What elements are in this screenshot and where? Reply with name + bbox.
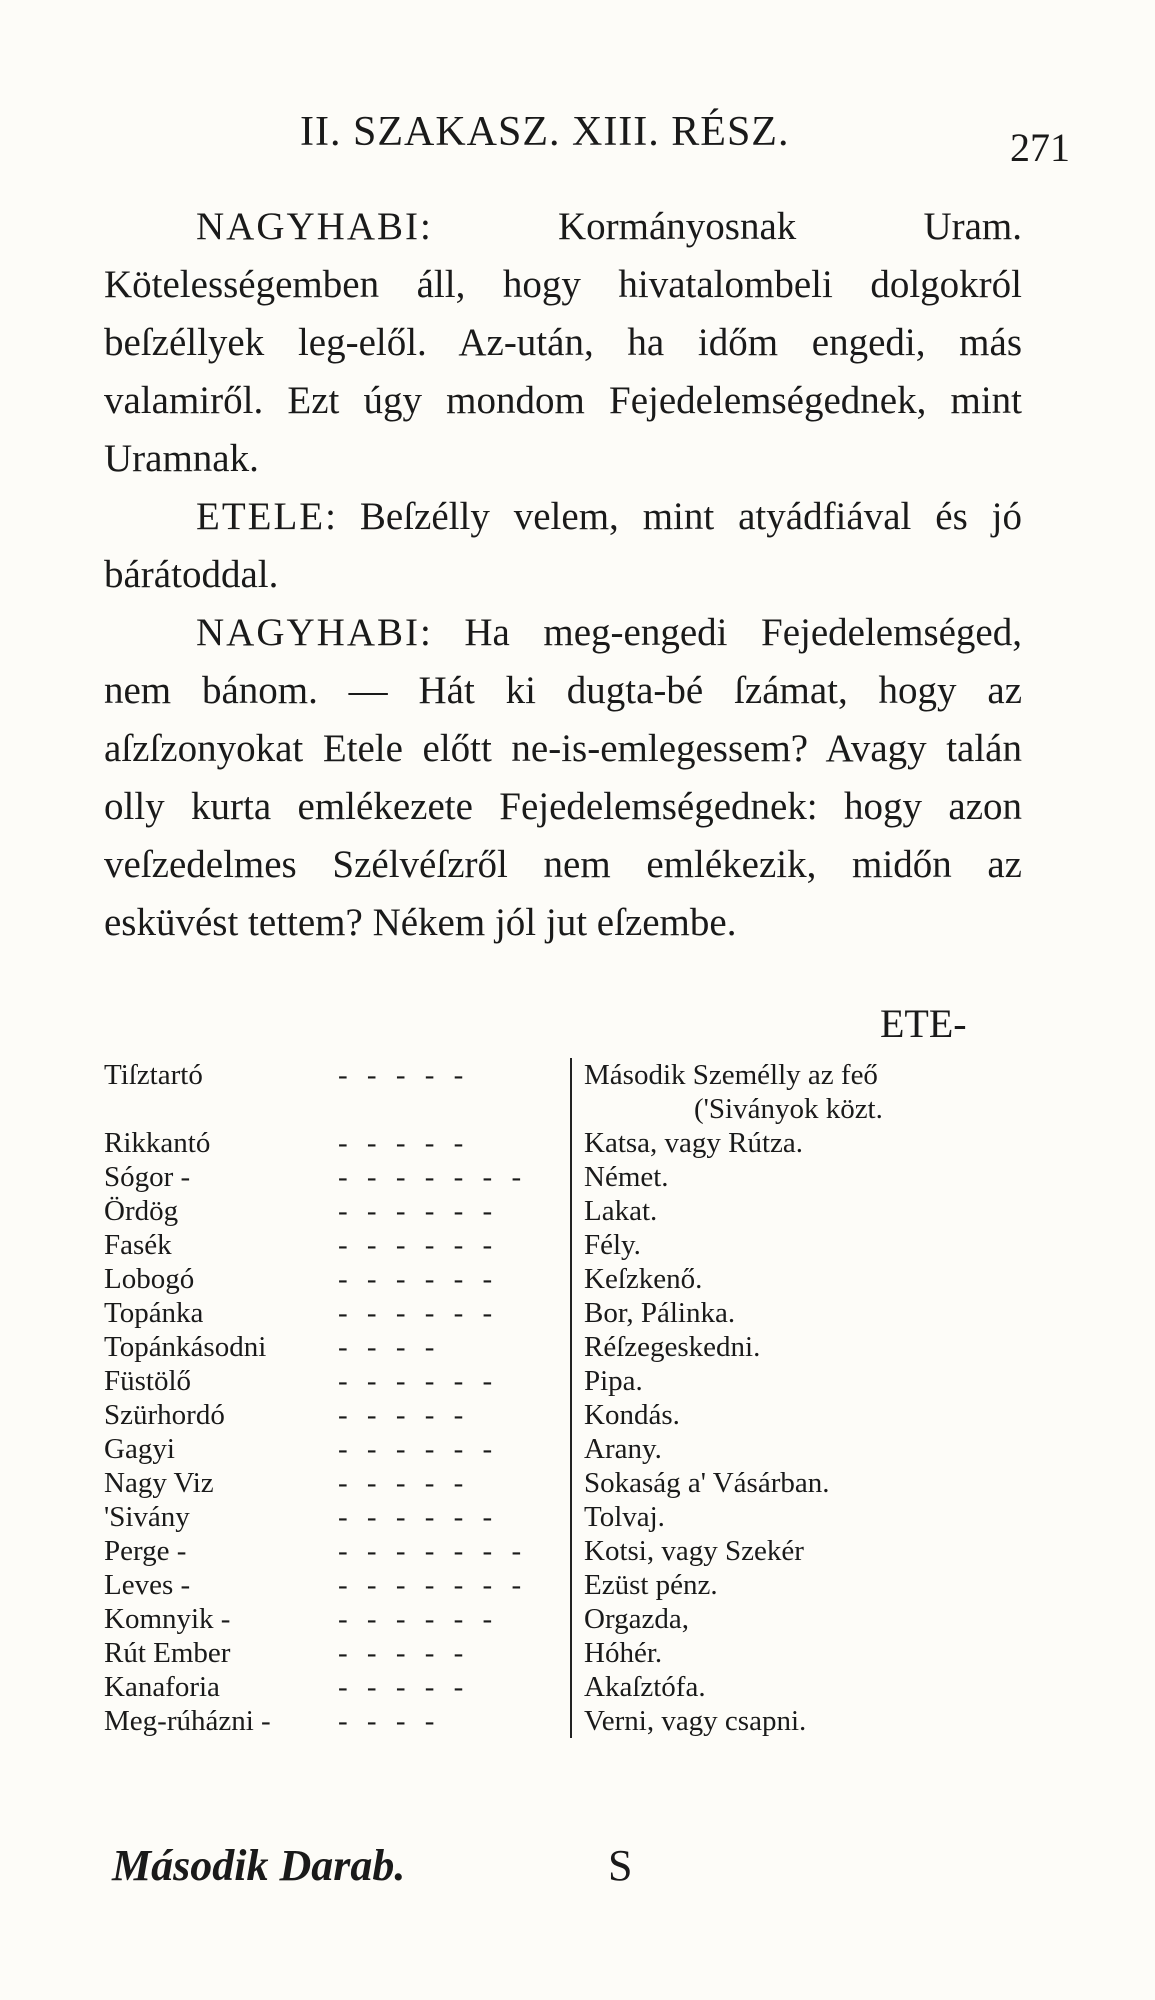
glossary-row [104,1500,1022,1534]
leader-dashes: - - - - - [338,1467,470,1499]
glossary-definition: Keſzkenő. [570,1262,1022,1296]
glossary-table [104,1058,1022,1738]
leader-dashes: - - - - - - [338,1365,499,1397]
glossary-definition: Ezüst pénz. [570,1568,1022,1602]
page-number: 271 [1010,125,1070,170]
glossary-definition: Fély. [570,1228,1022,1262]
glossary-row [104,1228,1022,1262]
leader-dashes: - - - - - - - [338,1161,528,1193]
leader-dashes: - - - - [338,1331,441,1363]
glossary-row [104,1398,1022,1432]
glossary-row [104,1058,1022,1126]
leader-dashes: - - - - - - [338,1603,499,1635]
glossary-term: Kanaforia [104,1671,220,1703]
speaker-name: ETELE [196,495,326,538]
glossary-row [104,1160,1022,1194]
glossary-term: Sógor - [104,1161,191,1193]
glossary-definition: Lakat. [570,1194,1022,1228]
glossary-term: Meg-rúházni - [104,1705,271,1737]
glossary-term: Nagy Viz [104,1467,214,1499]
speech-text: : Beſzélly velem, mint atyádfiával és jó bárátoddal. [104,495,1022,596]
glossary-definition: Német. [570,1160,1022,1194]
dialogue-paragraph-1 [104,198,1022,488]
dialogue-paragraph-2 [104,488,1022,604]
leader-dashes: - - - - [338,1705,441,1737]
glossary-term: 'Sivány [104,1501,190,1533]
dialogue-text [104,198,1022,952]
glossary-term: Gagyi [104,1433,175,1465]
leader-dashes: - - - - - - [338,1263,499,1295]
glossary-term: Ördög [104,1195,179,1227]
speech-text: : Kormányosnak Uram. Kötelességemben áll, hogy hivatalombeli dolgokról beſzéllyek leg-elől. Az-után, ha időm engedi, más valamiről. Ezt úgy mondom Fejedelemségednek, mint Uramnak. [104,205,1022,480]
glossary-row [104,1126,1022,1160]
dialogue-paragraph-3 [104,604,1022,952]
glossary-definition: Katsa, vagy Rútza. [570,1126,1022,1160]
glossary-definition: Tolvaj. [570,1500,1022,1534]
running-header: II. SZAKASZ. XIII. RÉSZ. [300,109,790,155]
glossary-term: Topánkásodni [104,1331,267,1363]
glossary-term: Szürhordó [104,1399,225,1431]
glossary-row [104,1262,1022,1296]
glossary-row [104,1704,1022,1738]
glossary-term: Lobogó [104,1263,195,1295]
glossary-definition: Réſzegeskedni. [570,1330,1022,1364]
glossary-term: Füstölő [104,1365,192,1397]
glossary-definition: Arany. [570,1432,1022,1466]
glossary-row [104,1364,1022,1398]
glossary-term: Komnyik - [104,1603,231,1635]
glossary-definition: Kondás. [570,1398,1022,1432]
speaker-name: NAGYHABI [196,611,420,654]
leader-dashes: - - - - - [338,1671,470,1703]
glossary-term: Fasék [104,1229,172,1261]
signature-mark: Második Darab. [112,1841,406,1890]
signature-letter: S [608,1841,633,1890]
glossary-term: Leves - [104,1569,191,1601]
leader-dashes: - - - - - - [338,1195,499,1227]
speech-text: : Ha meg-engedi Fejedelemséged, nem bánom. — Hát ki dugta-bé ſzámat, hogy az aſzſzonyokat Etele előtt ne-is-emlegessem? Avagy talán olly kurta emlékezete Fejedelemségednek: hogy azon veſzedelmes Szélvéſzről nem emlékezik, midőn az esküvést tettem? Nékem jól jut eſzembe. [104,611,1022,944]
glossary-definition: Verni, vagy csapni. [570,1704,1022,1738]
glossary-term: Perge - [104,1535,187,1567]
glossary-row [104,1296,1022,1330]
glossary-definition: Bor, Pálinka. [570,1296,1022,1330]
catchword: ETE- [880,1001,967,1046]
glossary-term: Rút Ember [104,1637,231,1669]
leader-dashes: - - - - - - - [338,1569,528,1601]
glossary-row [104,1568,1022,1602]
leader-dashes: - - - - - - [338,1297,499,1329]
leader-dashes: - - - - - [338,1399,470,1431]
definition-line: ('Siványok közt. [694,1093,883,1125]
leader-dashes: - - - - - - - [338,1535,528,1567]
leader-dashes: - - - - - [338,1637,470,1669]
glossary-row [104,1432,1022,1466]
glossary-definition: Orgazda, [570,1602,1022,1636]
glossary-row [104,1602,1022,1636]
glossary-definition [570,1058,1022,1126]
leader-dashes: - - - - - - [338,1229,499,1261]
glossary-definition: Pipa. [570,1364,1022,1398]
leader-dashes: - - - - - - [338,1433,499,1465]
glossary-term: Topánka [104,1297,204,1329]
leader-dashes: - - - - - - [338,1501,499,1533]
glossary-row [104,1466,1022,1500]
glossary-row [104,1534,1022,1568]
definition-line: Második Személly az feő [584,1059,878,1091]
glossary-row [104,1194,1022,1228]
leader-dashes: - - - - - [338,1127,470,1159]
glossary-definition: Akaſztófa. [570,1670,1022,1704]
glossary-definition: Hóhér. [570,1636,1022,1670]
glossary-term: Rikkantó [104,1127,211,1159]
glossary-term: Tiſztartó [104,1059,203,1091]
leader-dashes: - - - - - [338,1059,470,1091]
glossary-row [104,1330,1022,1364]
glossary-row [104,1636,1022,1670]
glossary-definition: Sokaság a' Vásárban. [570,1466,1022,1500]
speaker-name: NAGYHABI [196,205,420,248]
glossary-row [104,1670,1022,1704]
glossary-definition: Kotsi, vagy Szekér [570,1534,1022,1568]
